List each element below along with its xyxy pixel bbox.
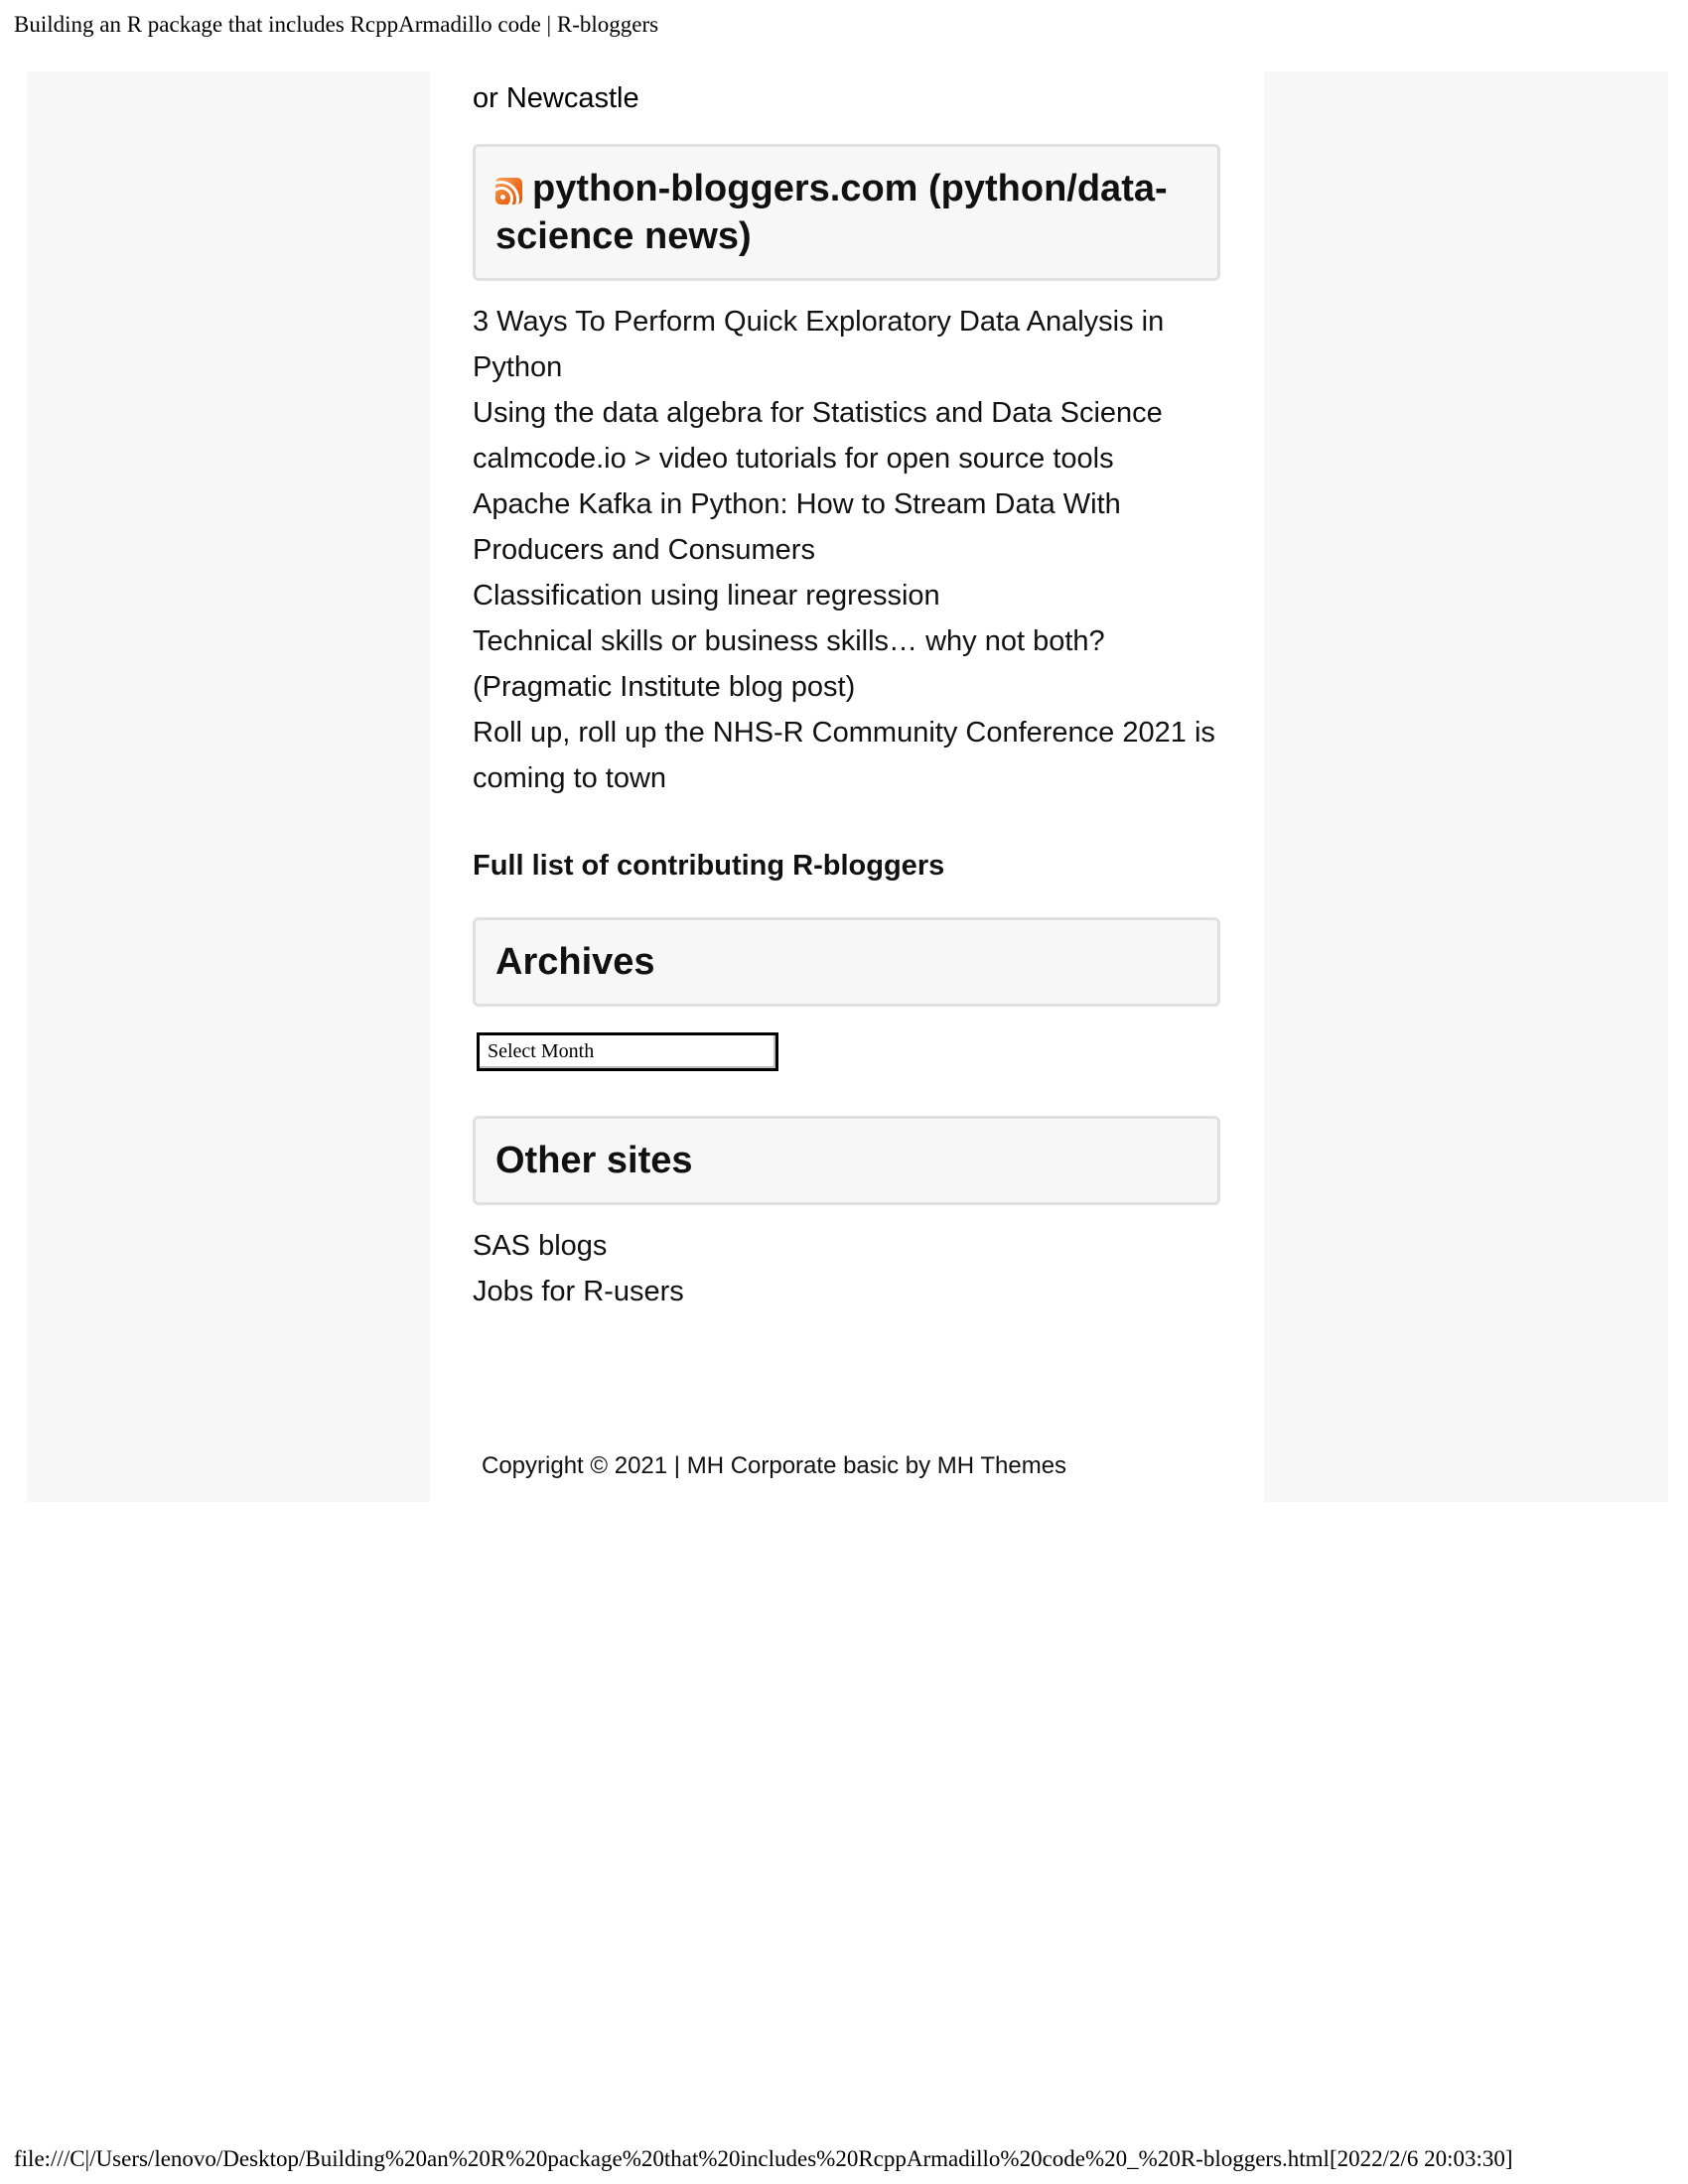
other-site-link-jobs[interactable]: Jobs for R-users — [473, 1276, 684, 1307]
list-item[interactable]: calmcode.io > video tutorials for open source tools — [473, 443, 1114, 475]
other-site-link-sas-blogs[interactable]: SAS blogs — [473, 1230, 608, 1262]
other-sites-title: Other sites — [495, 1140, 693, 1181]
sidebar — [473, 71, 1222, 1314]
list-item[interactable]: Apache Kafka in Python: How to Stream Data With Producers and Consumers — [473, 488, 1121, 566]
rss-icon[interactable] — [495, 178, 522, 205]
archives-widget-title — [473, 917, 1220, 1007]
python-bloggers-title[interactable]: python-bloggers.com (python/data-science news) — [495, 168, 1168, 257]
list-item[interactable]: Using the data algebra for Statistics and Data Science — [473, 397, 1163, 429]
archives-title: Archives — [495, 941, 655, 983]
archives-month-select[interactable]: Select Month — [477, 1032, 778, 1071]
other-sites-widget-title — [473, 1116, 1220, 1205]
python-bloggers-widget-title — [473, 144, 1220, 281]
python-bloggers-post-list — [473, 299, 1222, 801]
copyright-footer: Copyright © 2021 | MH Corporate basic by MH Themes — [482, 1452, 1067, 1479]
top-text[interactable]: or Newcastle — [473, 82, 639, 114]
full-list-link[interactable]: Full list of contributing R-bloggers — [473, 850, 945, 882]
print-footer: file:///C|/Users/lenovo/Desktop/Building%20an%20R%20package%20that%20includes%20RcppArmadillo%20code%20_%20R-bloggers.html[2022/2/6 20:03:30] — [14, 2146, 1513, 2171]
main-column — [430, 71, 1264, 1502]
list-item[interactable]: 3 Ways To Perform Quick Exploratory Data Analysis in Python — [473, 306, 1165, 383]
other-sites-list — [473, 1223, 1222, 1314]
list-item[interactable]: Classification using linear regression — [473, 580, 940, 612]
list-item[interactable]: Roll up, roll up the NHS-R Community Conference 2021 is coming to town — [473, 717, 1215, 794]
list-item[interactable]: Technical skills or business skills… why not both? (Pragmatic Institute blog post) — [473, 625, 1105, 703]
print-header: Building an R package that includes RcppArmadillo code | R-bloggers — [14, 12, 659, 37]
